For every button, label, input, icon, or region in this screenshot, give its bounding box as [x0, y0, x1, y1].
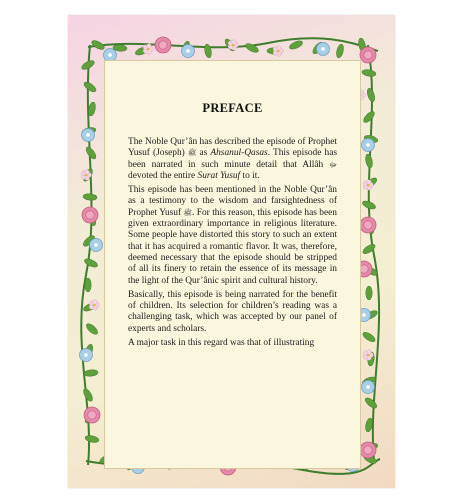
blossom-center	[147, 48, 150, 51]
blossom-center	[232, 44, 235, 47]
blossom-petal	[85, 170, 90, 175]
leaf	[366, 286, 372, 300]
rose-center	[360, 265, 368, 273]
paragraph-1-text-a: The Noble Qur’ân has described the episode of Prophet Yusuf (Joseph)	[128, 137, 337, 159]
blossom-center	[367, 354, 370, 357]
leaf	[82, 80, 97, 93]
paragraph-2	[128, 185, 337, 287]
blossom-petal	[93, 300, 98, 305]
blossom-petal	[367, 180, 372, 185]
morning-glory-center	[108, 53, 112, 57]
paragraph-2-text-a: This episode has been mentioned in the Noble Qur’ân as a testimony to the wisdom and farsightedness of Prophet Yusuf	[128, 185, 337, 218]
paragraph-2-text-b: . For this reason, this episode has been given extraordinary importance in religious literature. Some people have distorted this story to such an extent that it has acquired a romantic flavor. It was, therefore, deemed necessary that the episode should be stripped of all its finery to retain the essence of its message in the light of the Qur’ânic spirit and cultural history.	[128, 207, 337, 286]
leaf	[362, 69, 377, 78]
morning-glory-center	[94, 243, 98, 247]
blossom-petal	[277, 46, 282, 51]
paragraph-1-text-b: as	[196, 148, 211, 159]
morning-glory-center	[86, 133, 90, 137]
leaf	[364, 396, 379, 410]
morning-glory-center	[84, 353, 88, 357]
rose-center	[159, 41, 167, 49]
text-panel	[104, 60, 361, 469]
blossom-center	[277, 50, 280, 53]
preface-body	[128, 137, 337, 352]
morning-glory-center	[321, 47, 325, 51]
paragraph-3: Basically, this episode is being narrated for the benefit of children. Its selection for children’s reading was a challenging task, which was accepted by our panel of experts and scholars.	[128, 289, 337, 334]
morning-glory-center	[366, 385, 370, 389]
blossom-center	[93, 304, 96, 307]
leaf	[204, 44, 213, 59]
blossom-petal	[147, 44, 152, 49]
paragraph-1	[128, 137, 337, 182]
blossom-center	[85, 174, 88, 177]
honorific-glyph: ﷺ	[183, 208, 192, 217]
leaf	[83, 193, 98, 201]
rose-center	[364, 446, 372, 454]
leaf	[362, 110, 376, 125]
blossom-petal	[367, 350, 372, 355]
leaf	[244, 42, 259, 54]
italic-term-ahsanul-qasas: Ahsanul-Qasas	[210, 148, 268, 159]
leaf	[85, 278, 91, 292]
paragraph-1-text-d: devoted the entire	[128, 170, 198, 181]
leaf	[288, 39, 303, 51]
paragraph-4: A major task in this regard was that of illustrating	[128, 338, 315, 349]
leaf	[335, 43, 345, 58]
leaf	[85, 322, 100, 336]
morning-glory-center	[362, 313, 366, 317]
leaf	[84, 369, 99, 377]
morning-glory-center	[366, 143, 370, 147]
italic-term-surat-yusuf: Surat Yusuf	[197, 170, 241, 181]
rose-center	[364, 51, 372, 59]
leaf	[82, 387, 95, 402]
morning-glory-center	[186, 49, 190, 53]
blossom-petal	[232, 40, 237, 45]
leaf	[361, 330, 376, 343]
honorific-glyph: ﷺ	[187, 149, 197, 158]
rose-center	[88, 411, 96, 419]
paragraph-1-text-e: to it.	[240, 170, 260, 181]
book-page	[68, 15, 395, 488]
rose-center	[364, 221, 372, 229]
leaf	[84, 145, 97, 160]
page-title: PREFACE	[202, 101, 263, 115]
paragraph-1-text-c: . This episode has been narrated in such minute detail that Allâh	[128, 148, 338, 170]
leaf	[83, 257, 98, 269]
honorific-glyph: ﷻ	[329, 160, 337, 169]
blossom-center	[367, 184, 370, 187]
rose-center	[86, 211, 94, 219]
leaf	[364, 153, 373, 168]
leaf	[366, 87, 376, 102]
leaf	[84, 434, 99, 443]
